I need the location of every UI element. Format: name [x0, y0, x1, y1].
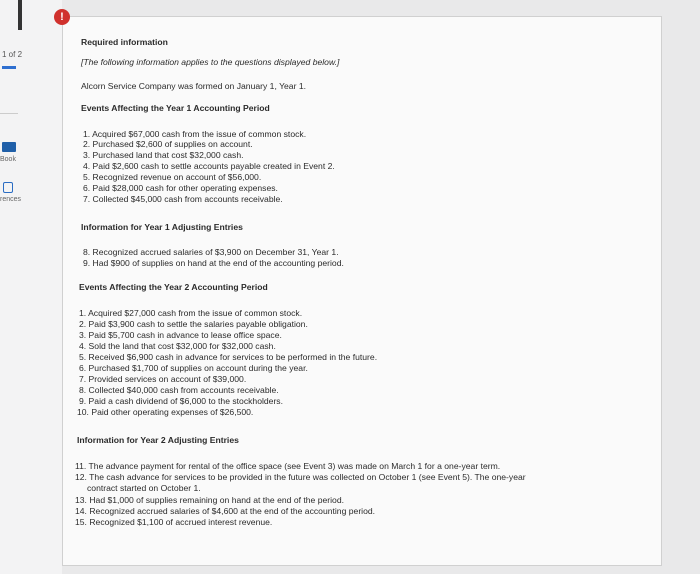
references-icon[interactable] — [3, 182, 13, 193]
alert-icon: ! — [54, 9, 70, 25]
year2-events-heading: Events Affecting the Year 2 Accounting Period — [79, 282, 268, 292]
page-indicator: 1 of 2 — [2, 50, 23, 59]
panel-heading: Required information — [81, 37, 168, 47]
year2-adjusting-item: 11. The advance payment for rental of the office space (see Event 3) was made on March 1 for a one-year term. — [75, 461, 501, 471]
year1-event: 1. Acquired $67,000 cash from the issue of common stock. — [83, 129, 307, 139]
year1-event: 7. Collected $45,000 cash from accounts receivable. — [83, 194, 283, 204]
year2-adjusting-item: 13. Had $1,000 of supplies remaining on hand at the end of the period. — [75, 495, 344, 505]
page-progress-bar — [2, 66, 16, 69]
year1-event: 4. Paid $2,600 cash to settle accounts payable created in Event 2. — [83, 161, 335, 171]
year2-event: 1. Acquired $27,000 cash from the issue of common stock. — [79, 308, 303, 318]
year2-event: 4. Sold the land that cost $32,000 for $32,000 cash. — [79, 341, 276, 351]
year2-event: 5. Received $6,900 cash in advance for services to be performed in the future. — [79, 352, 378, 362]
year1-adjusting-heading: Information for Year 1 Adjusting Entries — [81, 222, 243, 232]
year1-events-heading: Events Affecting the Year 1 Accounting Period — [81, 103, 270, 113]
year2-adjusting-heading: Information for Year 2 Adjusting Entries — [77, 435, 239, 445]
year2-adjusting-item: 15. Recognized $1,100 of accrued interest revenue. — [75, 517, 273, 527]
year1-event: 3. Purchased land that cost $32,000 cash. — [83, 150, 244, 160]
year2-event: 8. Collected $40,000 cash from accounts receivable. — [79, 385, 279, 395]
year1-event: 5. Recognized revenue on account of $56,000. — [83, 172, 262, 182]
year2-event: 10. Paid other operating expenses of $26,500. — [77, 407, 254, 417]
year2-event: 7. Provided services on account of $39,000. — [79, 374, 247, 384]
required-information-panel — [62, 16, 662, 566]
year1-event: 6. Paid $28,000 cash for other operating expenses. — [83, 183, 278, 193]
year1-adjusting-item: 8. Recognized accrued salaries of $3,900 on December 31, Year 1. — [83, 247, 339, 257]
year2-adjusting-item: 12. The cash advance for services to be provided in the future was collected on October 1 (see Event 5). The one-year — [75, 472, 526, 482]
year2-adjusting-item: 14. Recognized accrued salaries of $4,600 at the end of the accounting period. — [75, 506, 376, 516]
company-statement: Alcorn Service Company was formed on January 1, Year 1. — [81, 81, 306, 91]
year2-adjusting-item: contract started on October 1. — [87, 483, 201, 493]
year2-event: 9. Paid a cash dividend of $6,000 to the stockholders. — [79, 396, 283, 406]
references-label[interactable]: rences — [0, 196, 22, 203]
year2-event: 6. Purchased $1,700 of supplies on account during the year. — [79, 363, 308, 373]
book-icon[interactable] — [2, 142, 16, 152]
sidebar — [0, 0, 62, 574]
intro-note: [The following information applies to the questions displayed below.] — [81, 57, 340, 67]
year1-event: 2. Purchased $2,600 of supplies on account. — [83, 139, 253, 149]
year2-event: 2. Paid $3,900 cash to settle the salaries payable obligation. — [79, 319, 308, 329]
year2-event: 3. Paid $5,700 cash in advance to lease office space. — [79, 330, 282, 340]
sidebar-divider — [0, 113, 18, 114]
top-marker — [18, 0, 22, 30]
year1-adjusting-item: 9. Had $900 of supplies on hand at the end of the accounting period. — [83, 258, 344, 268]
book-label[interactable]: Book — [0, 156, 16, 163]
